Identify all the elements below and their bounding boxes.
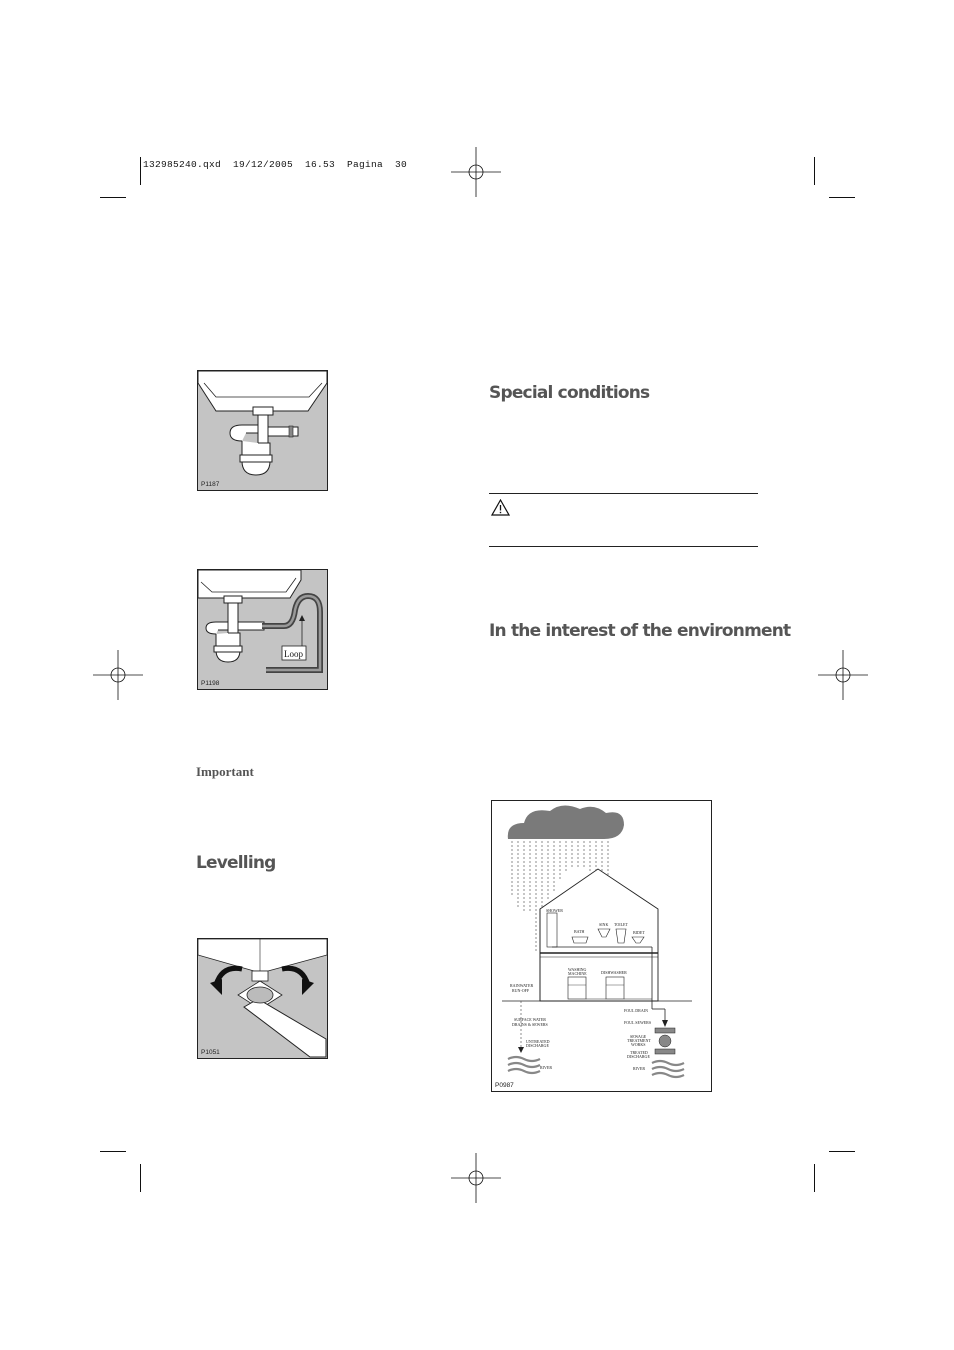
label-rainwater: RAINWATER [510, 983, 534, 988]
cloud-icon [508, 805, 624, 839]
registration-mark-top [451, 147, 501, 197]
label-surface-water: SURFACE WATER [514, 1017, 546, 1022]
hose-loop-illustration [198, 570, 327, 689]
figure-code: P1051 [201, 1049, 220, 1056]
warning-triangle-icon [491, 499, 510, 516]
label-bidet: BIDET [633, 930, 645, 935]
warning-box-top-rule [489, 493, 758, 494]
file-slug: 132985240.qxd 19/12/2005 16.53 Pagina 30 [143, 159, 408, 170]
loop-label: Loop [284, 649, 303, 659]
label-machine: MACHINE [568, 971, 587, 976]
registration-mark-right [818, 650, 868, 700]
registration-mark-left [93, 650, 143, 700]
label-drains-sewers: DRAINS & SEWERS [512, 1022, 548, 1027]
warning-box-bottom-rule [489, 546, 758, 547]
label-bath: BATH [574, 929, 585, 934]
label-washing: WASHING [568, 967, 587, 972]
label-sink: SINK [599, 922, 609, 927]
special-conditions-heading: Special conditions [489, 383, 650, 403]
label-run-off: RUN-OFF [512, 988, 530, 993]
sink-trap-illustration [198, 371, 327, 490]
environment-illustration [492, 801, 711, 1091]
important-heading: Important [196, 764, 254, 779]
figure-hose-loop [197, 569, 328, 690]
registration-mark-bottom [451, 1153, 501, 1203]
figure-code: P1187 [201, 481, 220, 488]
figure-code: P0987 [495, 1082, 514, 1089]
levelling-heading: Levelling [196, 853, 276, 873]
label-treated: TREATED [630, 1050, 648, 1055]
label-foul-sewers: FOUL SEWERS [624, 1020, 652, 1025]
label-foul-drain: FOUL DRAIN [624, 1008, 648, 1013]
label-toilet: TOILET [614, 922, 628, 927]
label-shower: SHOWER [546, 908, 563, 913]
environment-heading: In the interest of the environment [489, 621, 791, 641]
label-river-right: RIVER [633, 1066, 645, 1071]
label-treated-discharge: DISCHARGE [627, 1054, 650, 1059]
figure-code: P1198 [201, 680, 220, 687]
levelling-foot-illustration [198, 939, 327, 1058]
label-treatment: TREATMENT [627, 1038, 651, 1043]
label-untreated: UNTREATED [526, 1039, 550, 1044]
figure-environment [491, 800, 712, 1092]
label-sewage: SEWAGE [630, 1034, 647, 1039]
label-dishwasher: DISHWASHER [601, 970, 627, 975]
label-river-left: RIVER [540, 1065, 552, 1070]
label-untreated-discharge: DISCHARGE [526, 1043, 549, 1048]
label-works: WORKS [631, 1042, 646, 1047]
figure-sink-trap [197, 370, 328, 491]
figure-levelling-foot [197, 938, 328, 1059]
